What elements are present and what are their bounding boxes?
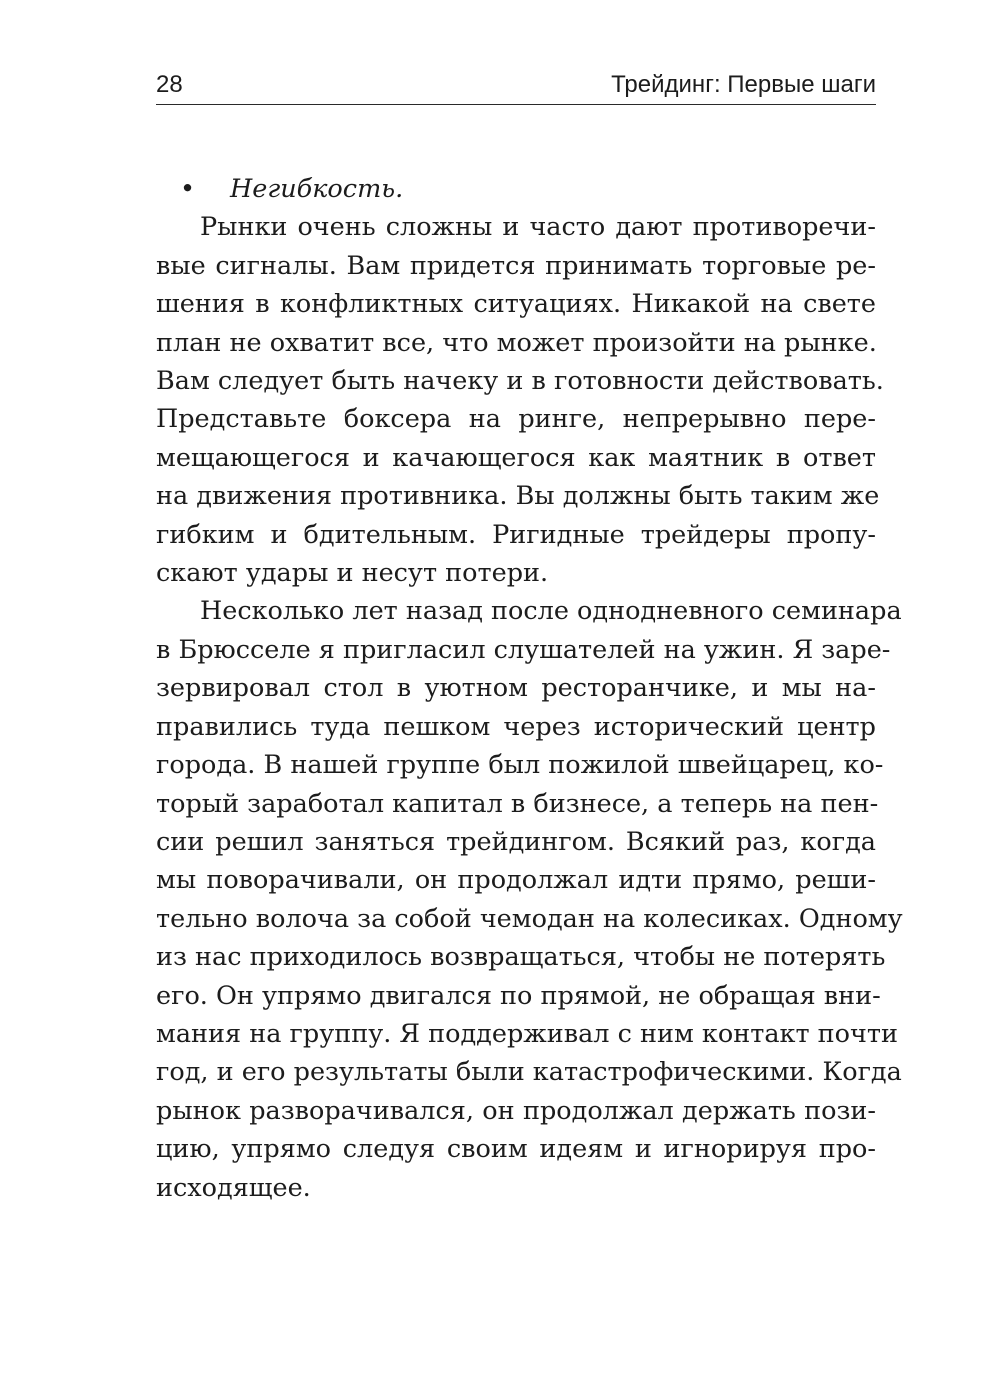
text-line: гибким и бдительным. Ригидные трейдеры пропу- — [156, 519, 876, 550]
text-line: мещающегося и качающегося как маятник в ответ — [156, 442, 876, 473]
bullet-mark: • — [180, 174, 196, 204]
paragraph — [156, 592, 903, 1207]
running-title: Трейдинг: Первые шаги — [611, 71, 876, 98]
text-line: правились туда пешком через исторический центр — [156, 711, 876, 742]
text-line: тельно волоча за собой чемодан на колесиках. Одному — [156, 903, 903, 934]
text-line: Рынки очень сложны и часто дают противоречи- — [200, 212, 876, 243]
text-line: его. Он упрямо двигался по прямой, не обращая вни- — [156, 980, 881, 1011]
header-rule — [156, 104, 876, 105]
bullet-item — [156, 170, 876, 208]
page-body — [156, 170, 903, 1207]
text-line: шения в конфликтных ситуациях. Никакой на свете — [156, 289, 876, 320]
text-line: мы поворачивали, он продолжал идти прямо, реши- — [156, 865, 876, 896]
text-line: вые сигналы. Вам придется принимать торговые ре- — [156, 250, 876, 281]
text-line: цию, упрямо следуя своим идеям и игнорируя про- — [156, 1134, 876, 1165]
running-head — [156, 70, 876, 100]
text-line: из нас приходилось возвращаться, чтобы не потерять — [156, 942, 886, 973]
text-line: год, и его результаты были катастрофическими. Когда — [156, 1057, 902, 1088]
text-line: зервировал стол в уютном ресторанчике, и мы на- — [156, 673, 876, 704]
page-number: 28 — [156, 71, 183, 98]
paragraph — [156, 208, 884, 592]
text-line: Вам следует быть начеку и в готовности действовать. — [156, 366, 884, 397]
text-line: Представьте боксера на ринге, непрерывно пере- — [156, 404, 876, 435]
text-line: торый заработал капитал в бизнесе, а теперь на пен- — [156, 788, 879, 819]
text-line: города. В нашей группе был пожилой швейцарец, ко- — [156, 750, 884, 781]
text-line: план не охватит все, что может произойти на рынке. — [156, 327, 877, 358]
text-line: исходящее. — [156, 1172, 311, 1203]
text-line: рынок разворачивался, он продолжал держать пози- — [156, 1095, 876, 1126]
text-line: в Брюсселе я пригласил слушателей на ужин. Я заре- — [156, 634, 891, 665]
text-line: мания на группу. Я поддерживал с ним контакт почти — [156, 1018, 898, 1049]
text-line: сии решил заняться трейдингом. Всякий раз, когда — [156, 826, 876, 857]
text-line: Несколько лет назад после однодневного семинара — [200, 596, 902, 627]
bullet-text: Негибкость. — [230, 174, 404, 204]
text-line: на движения противника. Вы должны быть таким же — [156, 481, 880, 512]
text-line: скают удары и несут потери. — [156, 558, 549, 589]
